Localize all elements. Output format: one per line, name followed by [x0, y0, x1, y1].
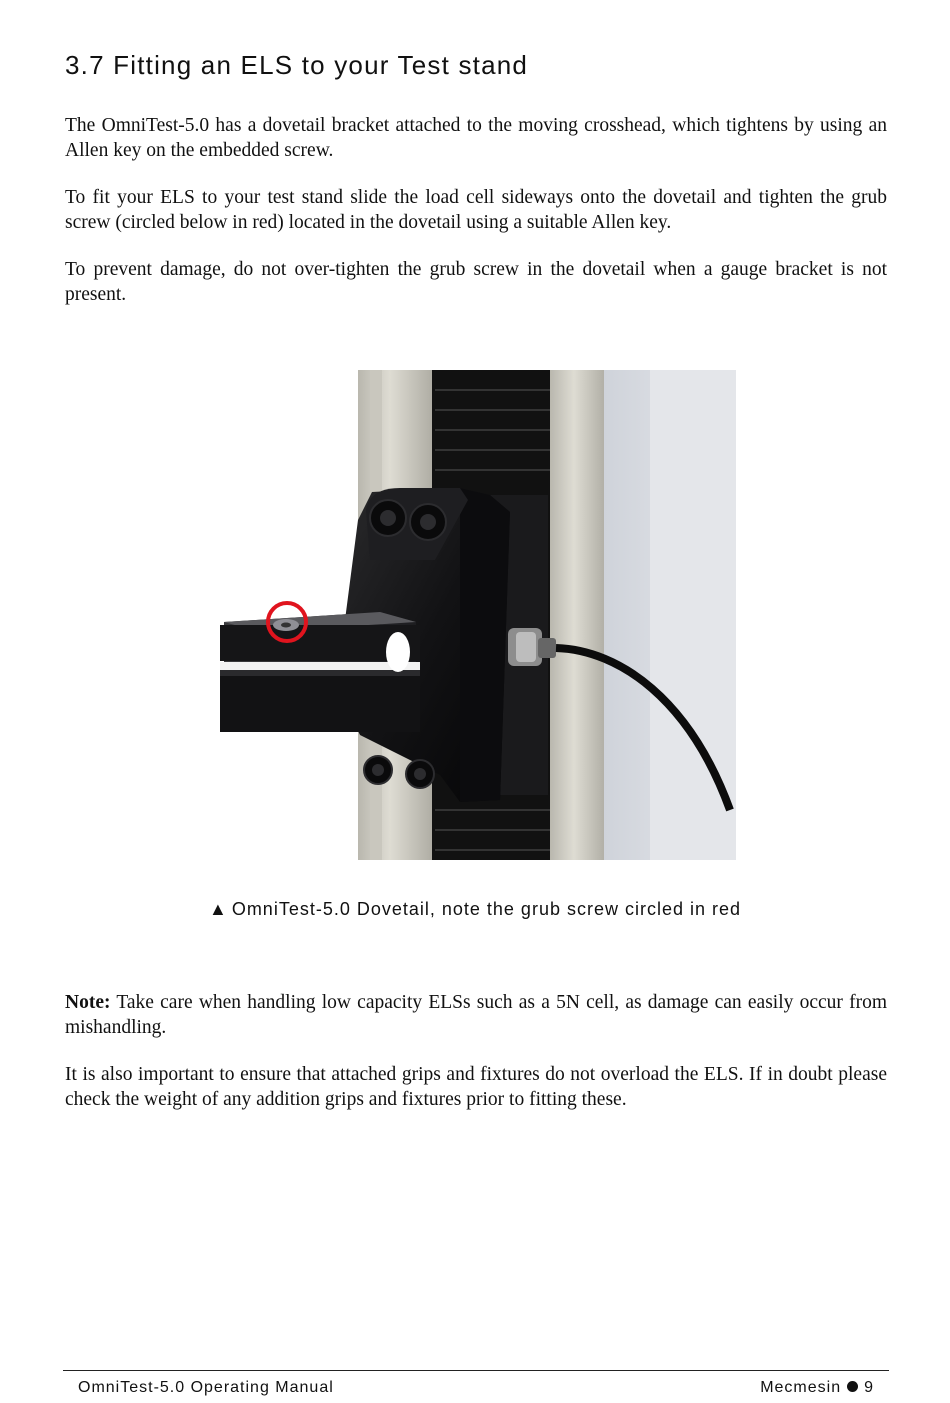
bullet-dot-icon	[847, 1381, 858, 1392]
note-label: Note:	[65, 992, 111, 1013]
note-text: Take care when handling low capacity ELSs such as a 5N cell, as damage can easily occur from mishandling.	[65, 992, 887, 1038]
dovetail-photo	[220, 370, 736, 860]
footer-page-info	[760, 1379, 874, 1397]
paragraph-dovetail-intro: The OmniTest-5.0 has a dovetail bracket attached to the moving crosshead, which tightens by using an Allen key on the embedded screw.	[65, 115, 887, 161]
figure-caption-text: OmniTest-5.0 Dovetail, note the grub screw circled in red	[231, 899, 742, 919]
triangle-up-icon: ▲	[208, 899, 228, 919]
figure-caption	[0, 899, 950, 920]
section-heading: 3.7 Fitting an ELS to your Test stand	[65, 50, 529, 80]
page-number: 9	[864, 1379, 874, 1396]
footer-manual-title: OmniTest-5.0 Operating Manual	[78, 1379, 334, 1396]
footer-divider	[63, 1370, 889, 1371]
paragraph-overload-warning: It is also important to ensure that attached grips and fixtures do not overload the ELS. If in doubt please check the weight of any addition grips and fixtures prior to fitting these.	[65, 1064, 887, 1110]
paragraph-note	[65, 990, 887, 1040]
footer-brand: Mecmesin	[760, 1379, 842, 1396]
paragraph-damage-warning: To prevent damage, do not over-tighten the grub screw in the dovetail when a gauge bracket is not present.	[65, 259, 887, 305]
paragraph-fitting-instructions: To fit your ELS to your test stand slide the load cell sideways onto the dovetail and tighten the grub screw (circled below in red) located in the dovetail using a suitable Allen key.	[65, 187, 887, 233]
